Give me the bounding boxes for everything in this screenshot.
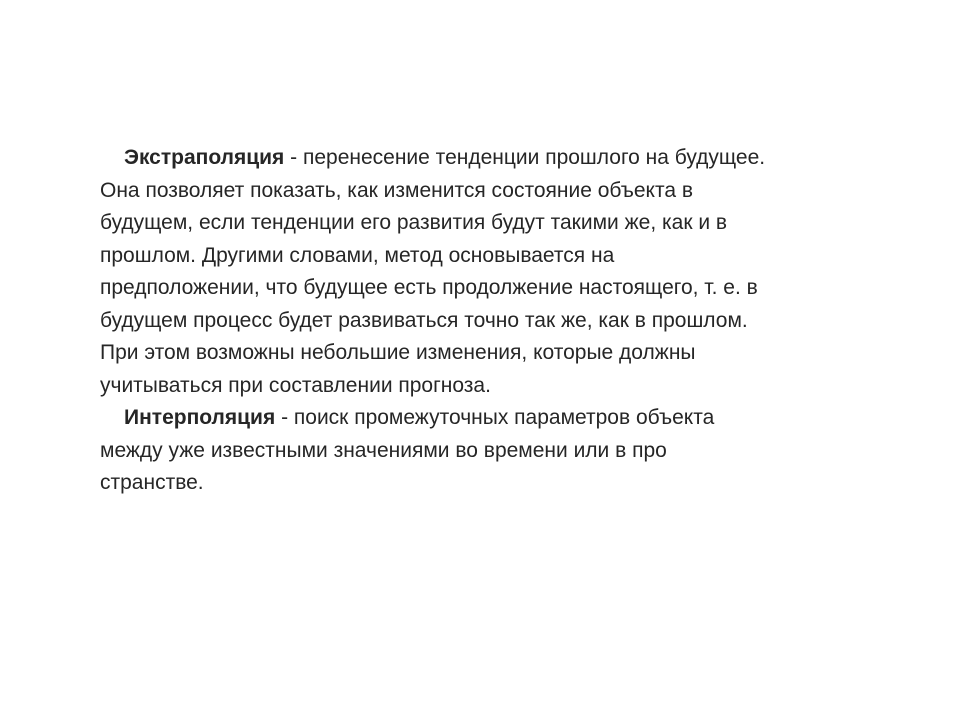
text-line: предположении, что будущее есть продолжение настоящего, т. е. в: [100, 276, 758, 299]
text-line: [100, 142, 870, 175]
text-line: прошлом. Другими словами, метод основывается на: [100, 243, 615, 267]
text-line: между уже известными значениями во времени или в про: [100, 438, 667, 462]
paragraph-interpolation: [100, 402, 870, 500]
text-line: учитываться при составлении прогноза.: [100, 373, 491, 397]
term-interpolation: Интерполяция: [124, 406, 276, 429]
text-line: Она позволяет показать, как изменится состояние объекта в: [100, 178, 694, 202]
text-line: При этом возможны небольшие изменения, которые должны: [100, 341, 696, 364]
term-extrapolation: Экстраполяция: [124, 146, 285, 169]
text-line: странстве.: [100, 471, 204, 494]
definition-text: - поиск промежуточных параметров объекта: [275, 406, 715, 429]
text-line: [100, 402, 870, 435]
text-line: будущем процесс будет развиваться точно так же, как в прошлом.: [100, 308, 748, 332]
paragraph-extrapolation: [100, 142, 870, 402]
definition-text: - перенесение тенденции прошлого на будущее.: [284, 146, 766, 169]
text-line: будущем, если тенденции его развития будут такими же, как и в: [100, 211, 728, 234]
slide-body-text: [100, 142, 870, 500]
